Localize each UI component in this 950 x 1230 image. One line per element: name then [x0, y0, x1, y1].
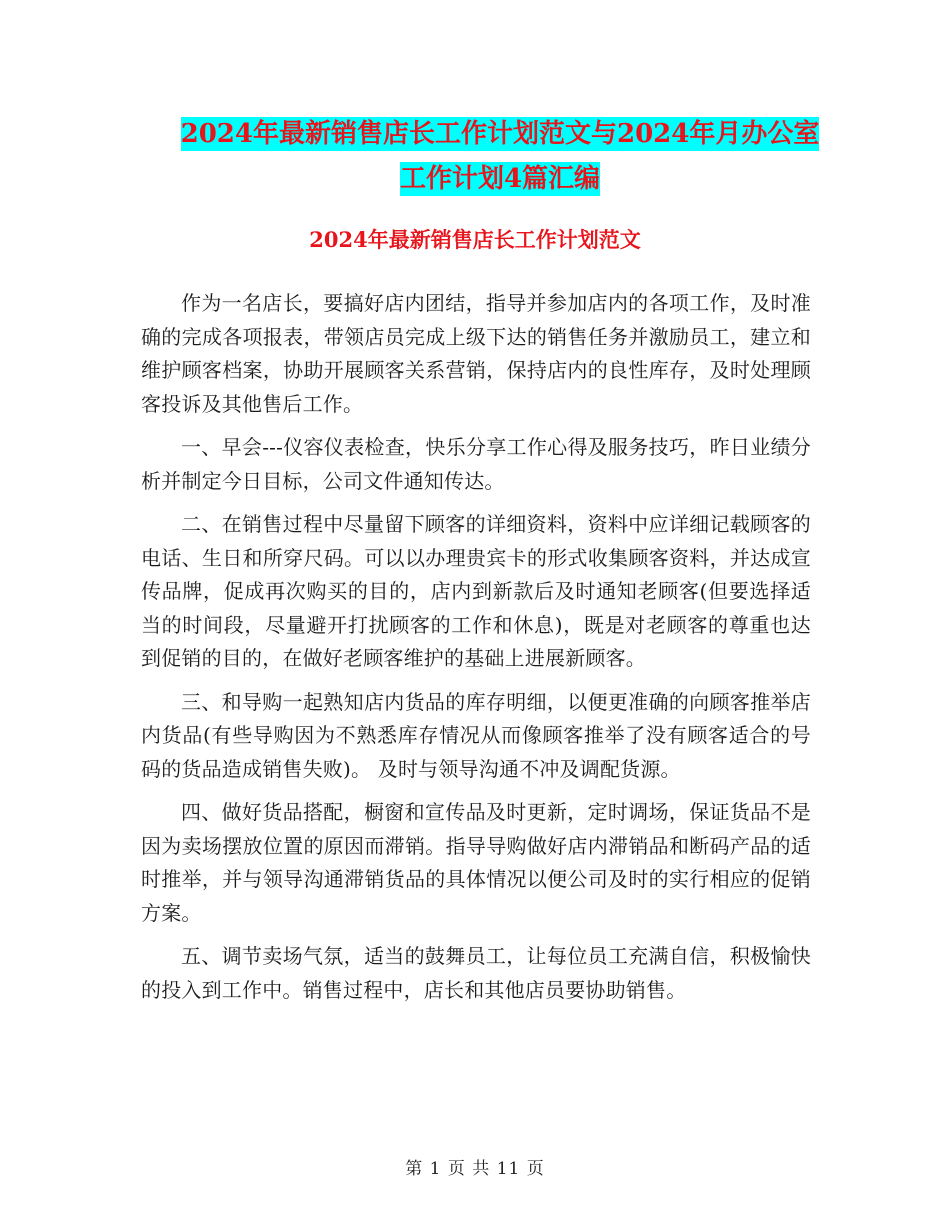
paragraph-item-5: 五、调节卖场气氛，适当的鼓舞员工，让每位员工充满自信，积极愉快的投入到工作中。销售过程中，店长和其他店员要协助销售。: [141, 944, 811, 1002]
paragraph-item-4: 四、做好货品搭配，橱窗和宣传品及时更新，定时调场，保证货品不是因为卖场摆放位置的原因而滞销。指导导购做好店内滞销品和断码产品的适时推举，并与领导沟通滞销货品的具体情况以便公司及时的实行相应的促销方案。: [141, 800, 811, 925]
section-heading: 2024年最新销售店长工作计划范文: [309, 227, 641, 252]
paragraph-item-2: 二、在销售过程中尽量留下顾客的详细资料，资料中应详细记载顾客的电话、生日和所穿尺码。可以以办理贵宾卡的形式收集顾客资料，并达成宣传品牌，促成再次购买的目的，店内到新款后及时通知老顾客(但要选择适当的时间段，尽量避开打扰顾客的工作和休息)，既是对老顾客的尊重也达到促销的目的，在做好老顾客维护的基础上进展新顾客。: [141, 512, 811, 670]
title-highlight: 工作计划4篇汇编: [399, 164, 601, 194]
paragraph-item-1: 一、早会---仪容仪表检查，快乐分享工作心得及服务技巧，昨日业绩分析并制定今日目标，公司文件通知传达。: [141, 435, 811, 493]
title-highlight: 2024年最新销售店长工作计划范文与2024年月办公室: [180, 119, 820, 149]
paragraph-intro: 作为一名店长，要搞好店内团结，指导并参加店内的各项工作，及时准确的完成各项报表，带领店员完成上级下达的销售任务并激励员工，建立和维护顾客档案，协助开展顾客关系营销，保持店内的良性库存，及时处理顾客投诉及其他售后工作。: [141, 291, 811, 416]
document-body: [141, 287, 811, 1017]
document-title-line-1: [140, 113, 860, 150]
page-footer: 第 1 页 共 11 页: [405, 1159, 545, 1179]
paragraph-item-3: 三、和导购一起熟知店内货品的库存明细，以便更准确的向顾客推举店内货品(有些导购因为不熟悉库存情况从而像顾客推举了没有顾客适合的号码的货品造成销售失败)。 及时与领导沟通不冲及调配货源。: [141, 689, 811, 781]
document-title-line-2: [140, 158, 860, 195]
